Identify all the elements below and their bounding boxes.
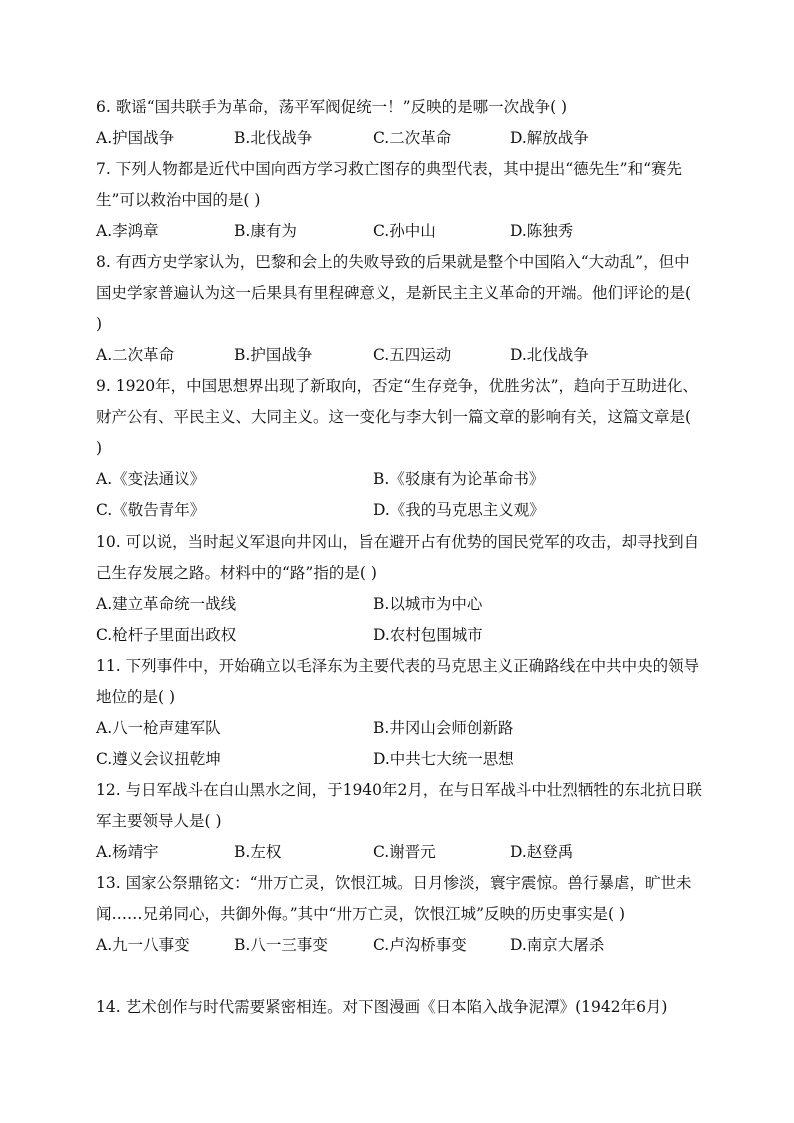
option-c[interactable]: C.谢晋元 [373, 843, 436, 861]
option-a[interactable]: A.二次革命 [96, 346, 175, 364]
option-row [96, 464, 702, 495]
question-12 [96, 775, 702, 868]
question-stem: 13. 国家公祭鼎铭文：“卅万亡灵，饮恨江城。日月惨淡，寰宇震惊。兽行暴虐，旷世未闻……兄弟同心，共御外侮。”其中“卅万亡灵，饮恨江城”反映的历史事实是( ) [96, 874, 692, 923]
option-d[interactable]: D.赵登禹 [510, 843, 574, 861]
question-7 [96, 154, 702, 247]
question-stem: 11. 下列事件中，开始确立以毛泽东为主要代表的马克思主义正确路线在中共中央的领导地位的是( ) [96, 657, 700, 706]
question-stem: 6. 歌谣“国共联手为革命，荡平军阀促统一！”反映的是哪一次战争( ) [96, 98, 568, 116]
question-stem: 14. 艺术创作与时代需要紧密相连。对下图漫画《日本陷入战争泥潭》(1942年6月) [96, 998, 668, 1016]
question-stem: 10. 可以说，当时起义军退向井冈山，旨在避开占有优势的国民党军的攻击，却寻找到自己生存发展之路。材料中的“路”指的是( ) [96, 533, 700, 582]
question-stem: 9. 1920年，中国思想界出现了新取向，否定“生存竞争，优胜劣汰”，趋向于互助进化、财产公有、平民主义、大同主义。这一变化与李大钊一篇文章的影响有关，这篇文章是( ) [96, 377, 699, 457]
option-c[interactable]: C.二次革命 [373, 129, 452, 147]
question-11 [96, 651, 702, 775]
option-d[interactable]: D.农村包围城市 [373, 626, 483, 644]
option-row [96, 340, 702, 371]
option-d[interactable]: D.陈独秀 [510, 222, 574, 240]
option-row [96, 620, 702, 651]
option-c[interactable]: C.孙中山 [373, 222, 436, 240]
question-6 [96, 92, 702, 154]
question-stem: 12. 与日军战斗在白山黑水之间，于1940年2月，在与日军战斗中壮烈牺牲的东北抗日联军主要领导人是( ) [96, 781, 702, 830]
option-d[interactable]: D.解放战争 [510, 129, 589, 147]
option-d[interactable]: D.中共七大统一思想 [373, 750, 514, 768]
option-row [96, 216, 702, 247]
question-stem: 8. 有西方史学家认为，巴黎和会上的失败导致的后果就是整个中国陷入“大动乱”，但中国史学家普遍认为这一后果具有里程碑意义，是新民主主义革命的开端。他们评论的是( ) [96, 253, 692, 333]
question-14 [96, 992, 702, 1023]
option-row [96, 837, 702, 868]
option-a[interactable]: A.《变法通议》 [96, 470, 206, 488]
option-c[interactable]: C.枪杆子里面出政权 [96, 626, 237, 644]
option-b[interactable]: B.井冈山会师创新路 [373, 719, 514, 737]
option-a[interactable]: A.建立革命统一战线 [96, 595, 237, 613]
option-d[interactable]: D.南京大屠杀 [510, 936, 605, 954]
option-b[interactable]: B.康有为 [234, 222, 297, 240]
option-d[interactable]: D.《我的马克思主义观》 [373, 501, 545, 519]
option-a[interactable]: A.八一枪声建军队 [96, 719, 221, 737]
option-row [96, 495, 702, 526]
option-c[interactable]: C.卢沟桥事变 [373, 936, 467, 954]
option-row [96, 930, 702, 961]
option-b[interactable]: B.护国战争 [234, 346, 313, 364]
question-9 [96, 371, 702, 526]
option-a[interactable]: A.九一八事变 [96, 936, 190, 954]
option-d[interactable]: D.北伐战争 [510, 346, 589, 364]
question-stem: 7. 下列人物都是近代中国向西方学习救亡图存的典型代表，其中提出“德先生”和“赛先生”可以救治中国的是( ) [96, 160, 682, 209]
option-b[interactable]: B.以城市为中心 [373, 595, 483, 613]
option-b[interactable]: B.八一三事变 [234, 936, 328, 954]
option-b[interactable]: B.左权 [234, 843, 282, 861]
option-c[interactable]: C.《敬告青年》 [96, 501, 206, 519]
option-c[interactable]: C.遵义会议扭乾坤 [96, 750, 221, 768]
option-a[interactable]: A.李鸿章 [96, 222, 159, 240]
option-c[interactable]: C.五四运动 [373, 346, 452, 364]
option-row [96, 713, 702, 744]
option-b[interactable]: B.北伐战争 [234, 129, 313, 147]
option-row [96, 744, 702, 775]
question-10 [96, 527, 702, 651]
option-a[interactable]: A.护国战争 [96, 129, 175, 147]
option-row [96, 123, 702, 154]
option-row [96, 589, 702, 620]
option-b[interactable]: B.《驳康有为论革命书》 [373, 470, 545, 488]
question-13 [96, 868, 702, 961]
option-a[interactable]: A.杨靖宇 [96, 843, 159, 861]
question-8 [96, 247, 702, 371]
